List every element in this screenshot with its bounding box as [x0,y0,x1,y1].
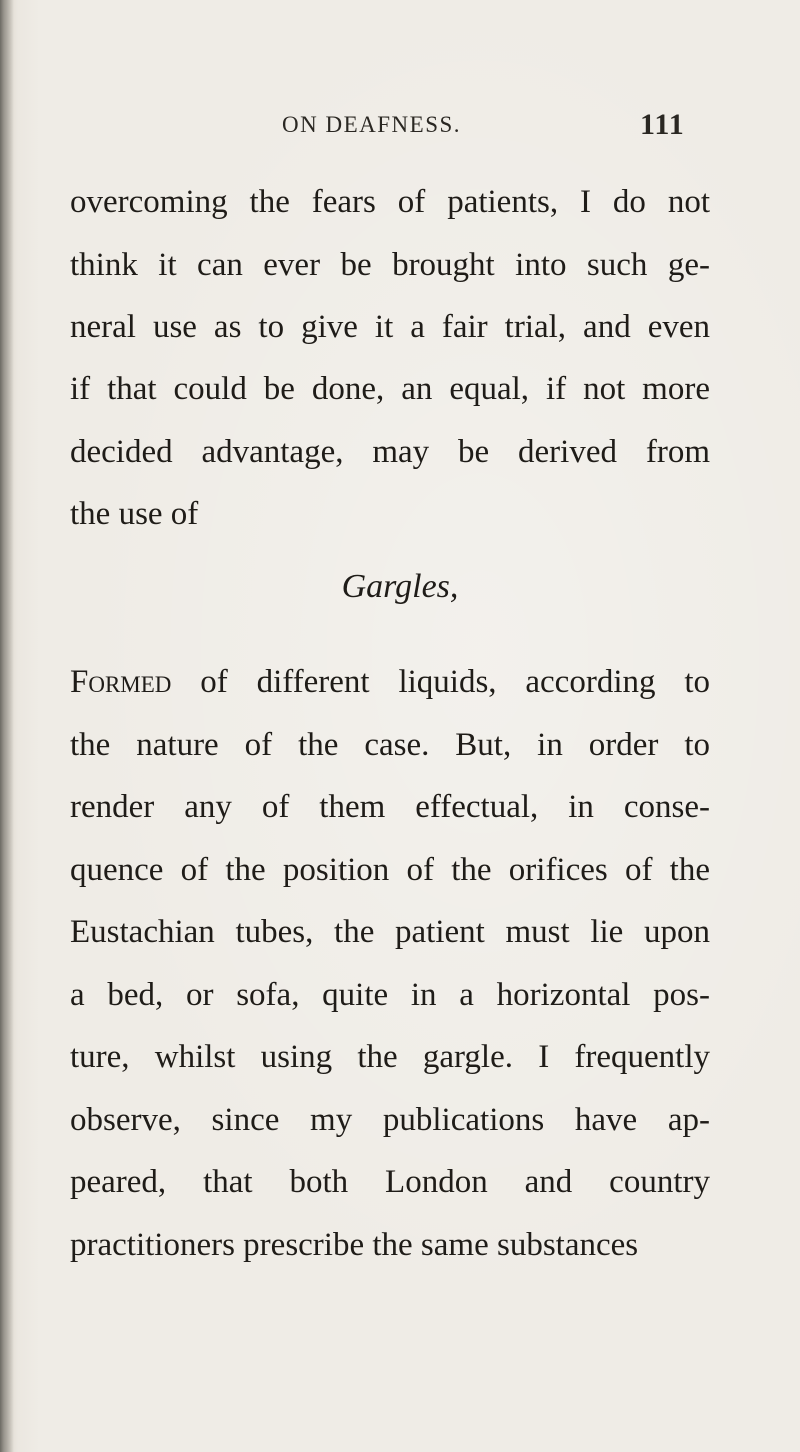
text-line-first [70,662,710,702]
page-number: 111 [640,108,685,141]
first-line-rest: of different liquids, according to [171,664,710,700]
text-line: observe, since my publications have ap- [70,1102,710,1138]
text-line: practitioners prescribe the same substances [70,1227,639,1263]
text-line: neral use as to give it a fair trial, and even [70,309,710,345]
drop-word: Formed [70,664,172,700]
text-line: overcoming the fears of patients, I do not [70,184,710,220]
text-line: render any of them effectual, in conse- [70,789,710,825]
text-line: the use of [70,496,199,532]
text-line: quence of the position of the orifices of the [70,852,710,888]
text-line: the nature of the case. But, in order to [70,727,710,763]
text-line: decided advantage, may be derived from [70,434,710,470]
running-head-title: ON DEAFNESS. [282,112,462,137]
section-heading: Gargles, [341,568,459,605]
text-line: Eustachian tubes, the patient must lie upon [70,914,710,950]
binding-gutter-shadow [0,0,14,1452]
text-line: ture, whilst using the gargle. I frequently [70,1039,710,1075]
text-line: a bed, or sofa, quite in a horizontal pos- [70,977,710,1013]
text-line: think it can ever be brought into such ge- [70,247,710,283]
text-line: peared, that both London and country [70,1164,710,1200]
text-line: if that could be done, an equal, if not more [70,371,710,407]
